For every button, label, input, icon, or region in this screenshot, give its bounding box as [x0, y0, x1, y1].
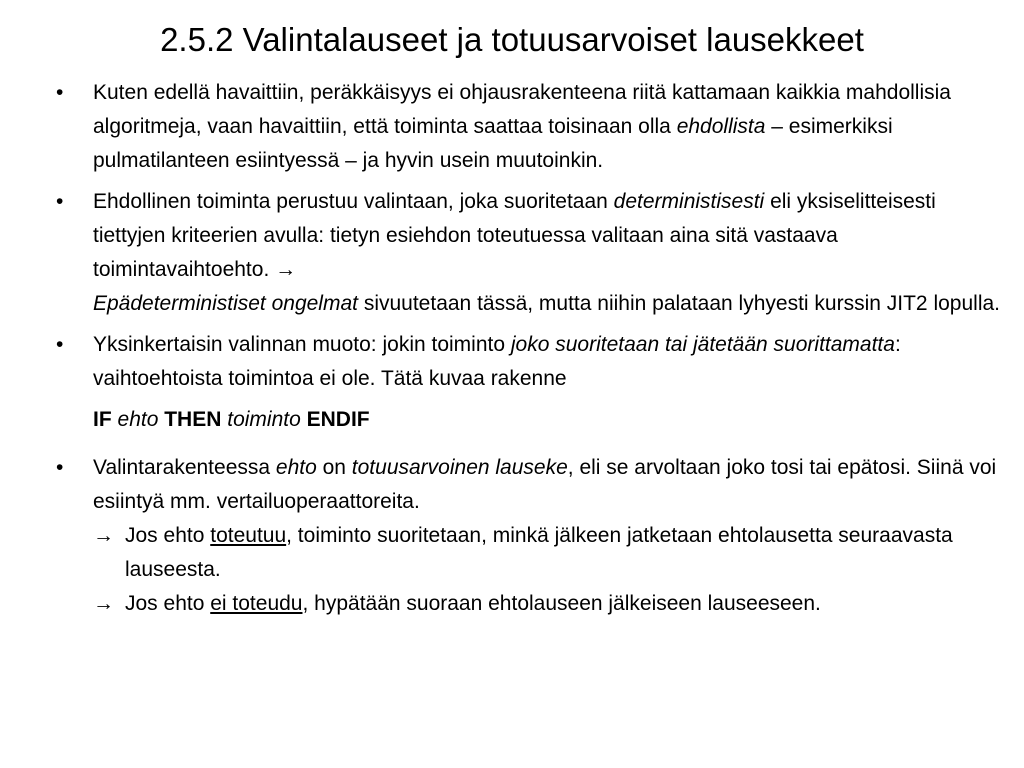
bullet-text: Yksinkertaisin valinnan muoto: jokin toiminto	[93, 333, 511, 356]
bullet-text: on	[316, 456, 352, 479]
pseudocode-example	[56, 403, 1006, 437]
emphasis-text: Epädeterministiset ongelmat	[93, 292, 358, 315]
sub-point-true	[93, 519, 1006, 587]
bullet-icon: •	[56, 81, 64, 104]
emphasis-text: ehdollista	[676, 115, 766, 138]
bullet-text: Ehdollinen toiminta perustuu valintaan, joka suoritetaan	[93, 190, 614, 213]
sub-text: , toiminto suoritetaan, minkä jälkeen jatketaan ehtolausetta seuraavasta lauseesta.	[125, 524, 953, 581]
slide-title: 2.5.2 Valintalauseet ja totuusarvoiset lausekkeet	[160, 21, 864, 58]
underlined-text: ei toteudu	[210, 592, 303, 615]
example-condition: ehto	[117, 408, 159, 431]
bullet-text: : vaihtoehtoista toimintoa ei ole. Tätä kuvaa rakenne	[93, 333, 901, 390]
keyword-endif: ENDIF	[306, 408, 370, 431]
emphasis-text: deterministisesti	[613, 190, 765, 213]
keyword-then: THEN	[164, 408, 222, 431]
arrow-icon: →	[93, 524, 114, 547]
sub-text: Jos ehto	[125, 592, 211, 615]
bullet-item-3	[56, 328, 1006, 396]
bullet-text: sivuutetaan tässä, mutta niihin palataan lyhyesti kurssin JIT2 lopulla.	[357, 292, 1000, 315]
bullet-item-4	[56, 451, 1006, 621]
bullet-text: eli yksiselitteisesti tiettyjen kriteerien avulla: tietyn esiehdon toteutuessa valitaan aina sitä vastaava toimintavaihtoehto.	[93, 190, 936, 281]
bullet-icon: •	[56, 190, 64, 213]
bullet-icon: •	[56, 456, 64, 479]
bullet-item-1	[56, 76, 1006, 178]
underlined-text: toteutuu	[210, 524, 287, 547]
arrow-icon: →	[93, 592, 114, 615]
sub-text: Jos ehto	[125, 524, 211, 547]
bullet-text: , eli se arvoltaan joko tosi tai epätosi. Siinä voi esiintyä mm. vertailuoperaattoreita.	[93, 456, 997, 513]
emphasis-text: joko suoritetaan tai jätetään suorittamatta	[510, 333, 895, 356]
bullet-icon: •	[56, 333, 64, 356]
bullet-text: Kuten edellä havaittiin, peräkkäisyys ei ohjausrakenteena riitä kattamaan kaikkia mahdollisia algoritmeja, vaan havaittiin, että toiminta saattaa toisinaan olla	[93, 81, 951, 138]
slide-body	[56, 76, 1006, 628]
bullet-item-2	[56, 185, 1006, 321]
emphasis-text: totuusarvoinen lauseke	[351, 456, 568, 479]
sub-point-false	[93, 587, 1006, 621]
emphasis-text: ehto	[275, 456, 317, 479]
keyword-if: IF	[93, 408, 112, 431]
sub-text: , hypätään suoraan ehtolauseen jälkeiseen lauseeseen.	[302, 592, 821, 615]
example-action: toiminto	[227, 408, 301, 431]
bullet-text: – esimerkiksi pulmatilanteen esiintyessä – ja hyvin usein muutoinkin.	[93, 115, 893, 172]
bullet-text: Valintarakenteessa	[93, 456, 276, 479]
arrow-icon: →	[275, 258, 297, 281]
